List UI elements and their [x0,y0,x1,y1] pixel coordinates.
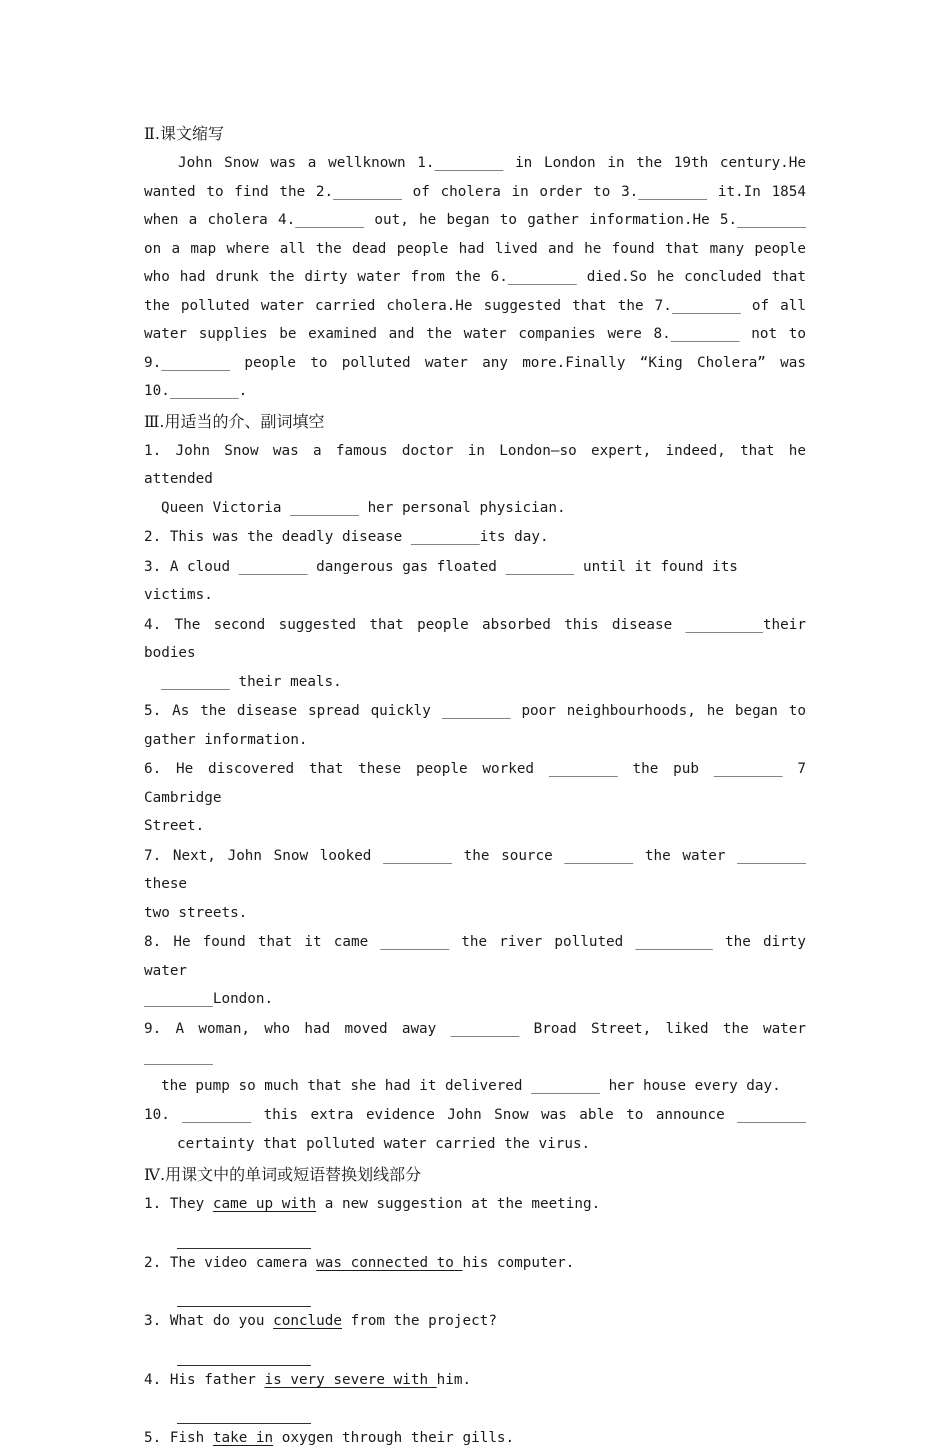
answer-line [177,1336,311,1366]
section-2-heading: Ⅱ.课文缩写 [144,124,224,143]
list-item: 6. He discovered that these people worked ________ the pub ________ 7 Cambridge Street. [144,761,806,834]
answer-line [177,1394,311,1424]
list-item: 4. His father is very severe with him. [144,1366,806,1425]
list-item: 7. Next, John Snow looked ________ the source ________ the water ________ these two streets. [144,847,806,921]
list-item: 2. The video camera was connected to his computer. [144,1249,806,1308]
section-3-list [144,437,806,1159]
section-4-list [144,1190,806,1453]
summary-paragraph: John Snow was a wellknown 1.________ in London in the 19th century.He wanted to find the 2.________ of cholera in order to 3.________ it.In 1854 when a cholera 4.________ out, he began to gather information.He 5.________ on a map where all the dead people had lived and he found that many people who had drunk the dirty water from the 6.________ died.So he concluded that the polluted water carried cholera.He suggested that the 7.________ of all water supplies be examined and the water companies were 8.________ not to 9.________ people to polluted water any more.Finally “King Cholera” was 10.________. [144,155,806,399]
worksheet [144,118,806,1453]
answer-line [177,1219,311,1249]
section-4-heading: Ⅳ.用课文中的单词或短语替换划线部分 [144,1165,422,1184]
list-item: 10. ________ this extra evidence John Snow was able to announce ________ certainty that polluted water carried the virus. [144,1107,806,1152]
list-item: 3. What do you conclude from the project? [144,1307,806,1366]
list-item: 4. The second suggested that people absorbed this disease _________their bodies ________ their meals. [144,616,806,690]
list-item: 3. A cloud ________ dangerous gas floated ________ until it found its victims. [144,558,738,603]
list-item: 5. As the disease spread quickly ________ poor neighbourhoods, he began to gather information. [144,703,806,748]
list-item: 1. They came up with a new suggestion at the meeting. [144,1190,806,1249]
list-item: 2. This was the deadly disease ________its day. [144,529,549,545]
list-item: 5. Fish take in oxygen through their gills. [144,1430,515,1446]
list-item: 8. He found that it came ________ the river polluted _________ the dirty water ________London. [144,934,806,1007]
answer-line [177,1277,311,1307]
section-3-heading: Ⅲ.用适当的介、副词填空 [144,411,325,431]
list-item: 9. A woman, who had moved away ________ Broad Street, liked the water ________ the pump so much that she had it delivered ________ her house every day. [144,1020,806,1094]
list-item: 1. John Snow was a famous doctor in London—so expert, indeed, that he attended Queen Victoria ________ her personal physician. [144,442,806,516]
